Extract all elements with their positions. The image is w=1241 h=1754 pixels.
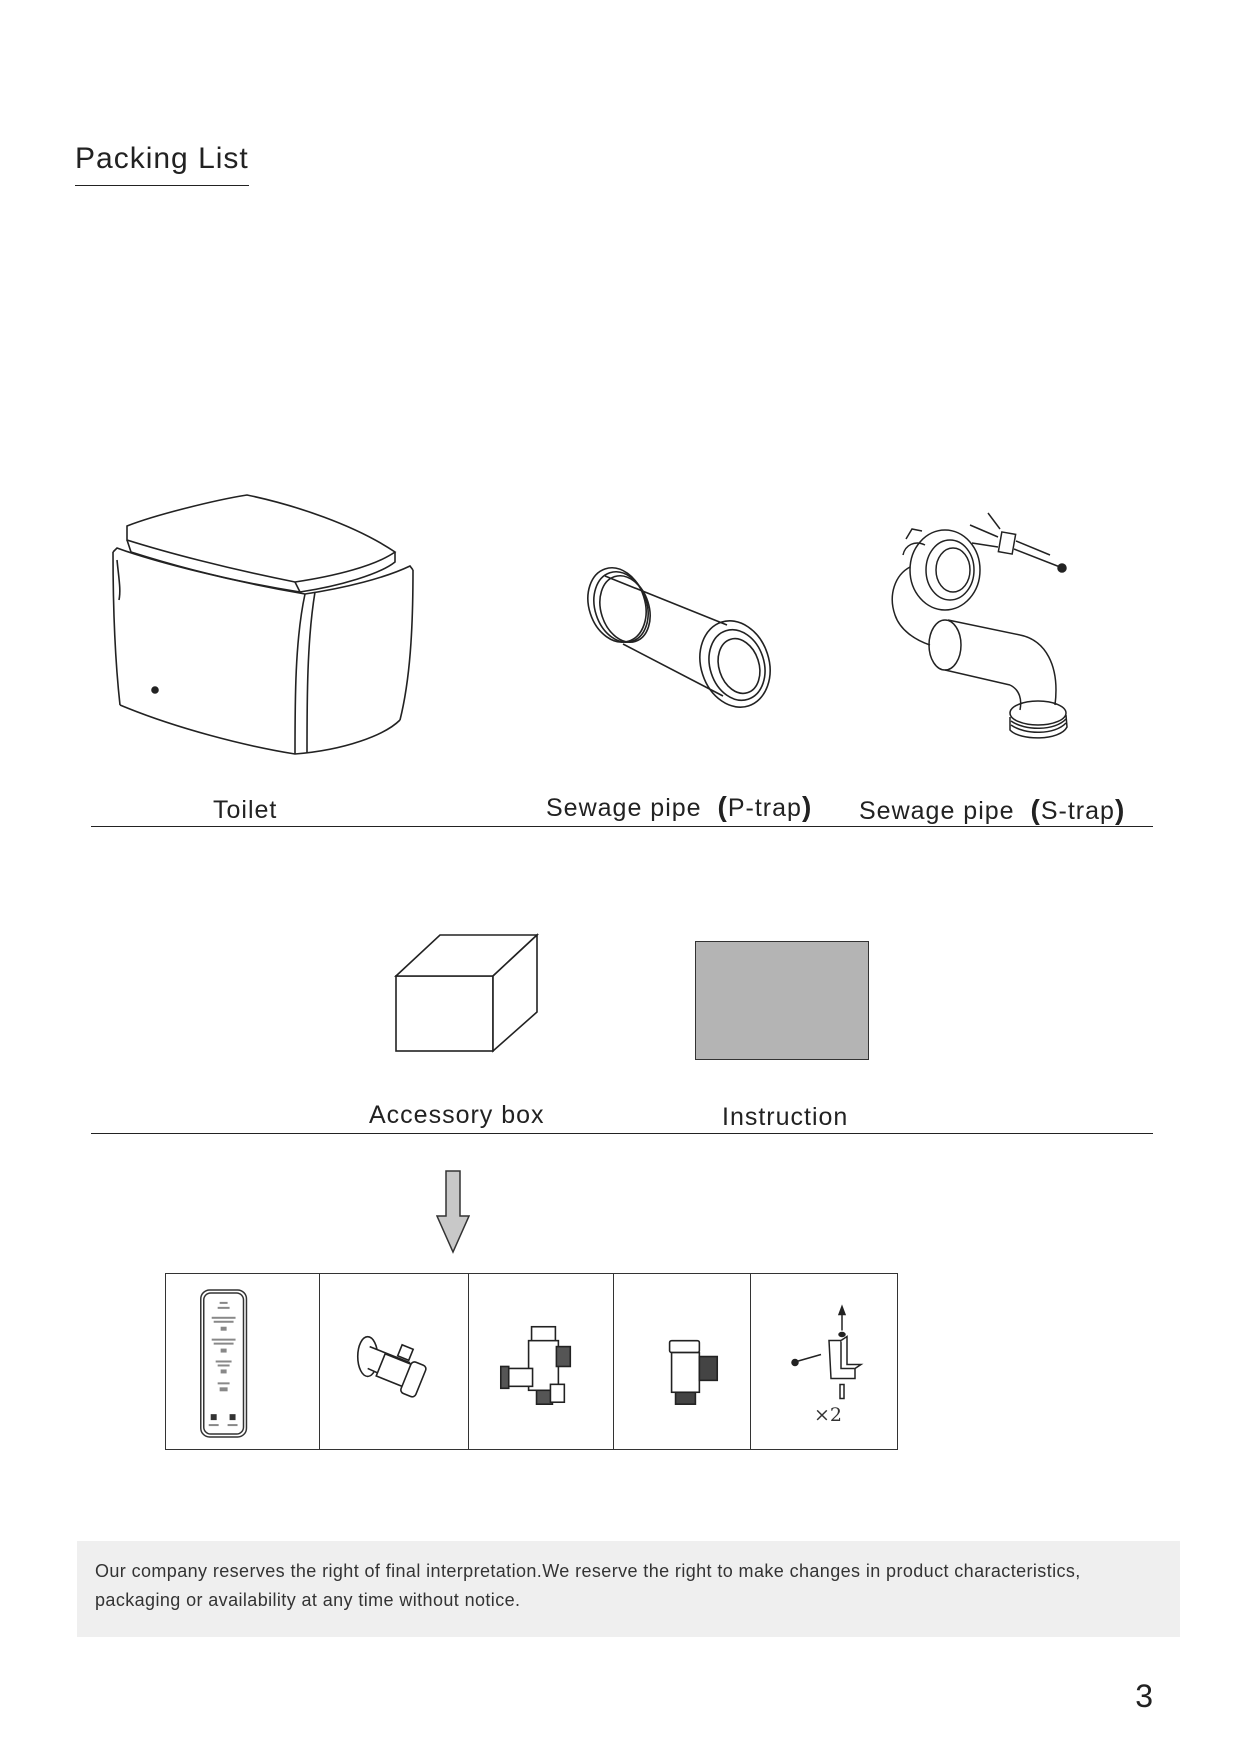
bracket-close: ) <box>1114 794 1126 825</box>
page-number: 3 <box>1135 1678 1153 1714</box>
notice-line-1: Our company reserves the right of final interpretation.We reserve the right to make changes in product characteristics, <box>95 1561 1081 1581</box>
bracket-open: ( <box>1030 794 1041 825</box>
check-valve-cell <box>614 1274 751 1449</box>
angle-valve-icon <box>320 1274 468 1449</box>
bracket-close: ) <box>801 791 813 822</box>
bracket-open: ( <box>717 791 728 822</box>
mounting-bracket-cell <box>751 1274 896 1449</box>
row1-divider <box>91 826 1153 827</box>
p-trap-name: Sewage pipe <box>546 794 702 822</box>
p-trap-label <box>546 791 812 823</box>
s-trap-name: Sewage pipe <box>859 797 1015 825</box>
s-trap-type: S-trap <box>1040 797 1115 825</box>
p-trap-pipe-illustration <box>575 560 785 730</box>
notice-line-2: packaging or availability at any time without notice. <box>95 1590 521 1610</box>
accessory-box-illustration <box>393 932 543 1054</box>
bracket-quantity: ×2 <box>814 1404 843 1426</box>
remote-control-icon <box>166 1274 319 1449</box>
row2-divider <box>91 1133 1153 1134</box>
disclaimer-notice <box>77 1541 1180 1637</box>
remote-control-cell <box>166 1274 320 1449</box>
accessory-contents-table <box>165 1273 898 1450</box>
check-valve-icon <box>614 1274 750 1449</box>
s-trap-label <box>859 794 1125 826</box>
toilet-illustration <box>95 490 425 760</box>
down-arrow-icon <box>436 1170 470 1254</box>
toilet-label: Toilet <box>213 796 278 824</box>
s-trap-pipe-illustration <box>870 505 1090 745</box>
p-trap-type: P-trap <box>727 794 802 822</box>
angle-valve-cell <box>320 1274 469 1449</box>
instruction-label: Instruction <box>722 1103 849 1131</box>
instruction-illustration <box>695 941 869 1060</box>
t-connector-valve-icon <box>469 1274 613 1449</box>
accessory-box-label: Accessory box <box>369 1101 545 1129</box>
page-title: Packing List <box>75 142 249 186</box>
t-connector-valve-cell <box>469 1274 614 1449</box>
